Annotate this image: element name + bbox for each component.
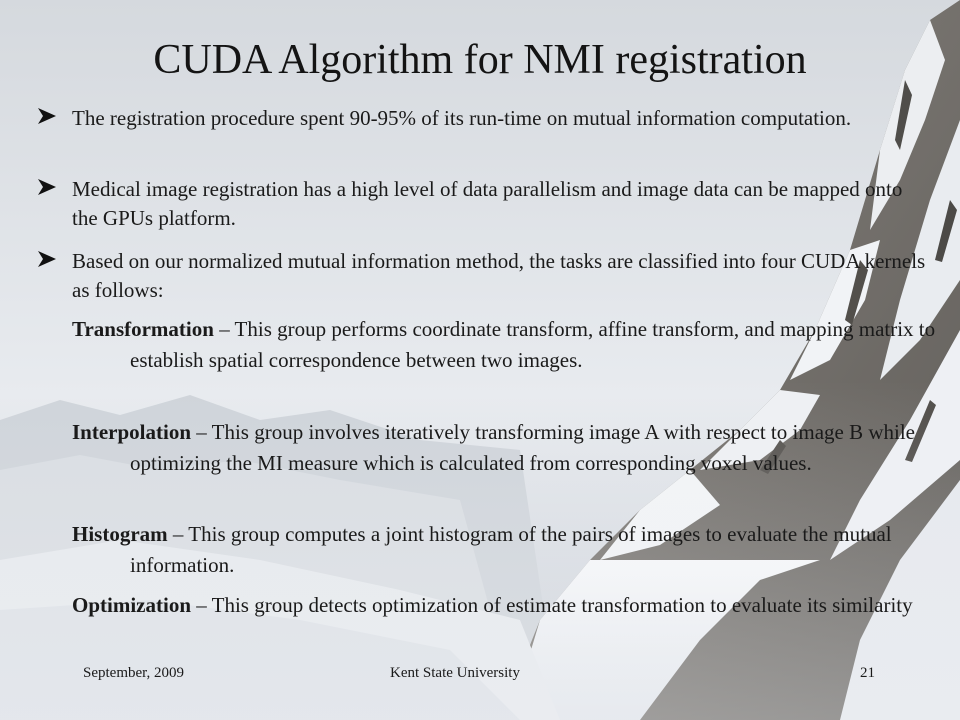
kernel-histogram (72, 519, 960, 581)
arrowhead-bullet-icon (36, 248, 58, 270)
arrowhead-bullet-icon (36, 105, 58, 127)
slide-title: CUDA Algorithm for NMI registration (153, 37, 807, 83)
bullet-text: Medical image registration has a high level of data parallelism and image data can be mapped onto the GPUs platform. (72, 177, 903, 230)
kernel-optimization (72, 590, 960, 621)
kernel-name: Transformation (72, 317, 214, 341)
arrowhead-bullet-icon (36, 176, 58, 198)
bullet-item (36, 175, 926, 233)
kernel-name: Histogram (72, 522, 168, 546)
bullet-item (36, 104, 926, 133)
footer-page-number: 21 (860, 665, 875, 681)
kernel-name: Interpolation (72, 420, 192, 444)
kernel-interpolation (72, 417, 960, 479)
footer-date: September, 2009 (83, 665, 185, 681)
kernel-description: – This group performs coordinate transform, affine transform, and mapping matrix to establish spatial correspondence between two images. (130, 317, 936, 372)
kernel-description: – This group computes a joint histogram of the pairs of images to evaluate the mutual information. (130, 522, 892, 577)
kernel-description: – This group involves iteratively transforming image A with respect to image B while optimizing the MI measure which is calculated from corresponding voxel values. (130, 420, 915, 475)
kernel-name: Optimization (72, 593, 191, 617)
bullet-text: The registration procedure spent 90-95% of its run-time on mutual information computation. (72, 106, 852, 130)
bullet-text: Based on our normalized mutual information method, the tasks are classified into four CUDA kernels as follows: (72, 249, 926, 302)
kernel-transformation (72, 314, 960, 376)
footer-institution: Kent State University (390, 665, 520, 681)
kernel-description: – This group detects optimization of estimate transformation to evaluate its similarity (191, 593, 913, 617)
bullet-item (36, 247, 926, 305)
